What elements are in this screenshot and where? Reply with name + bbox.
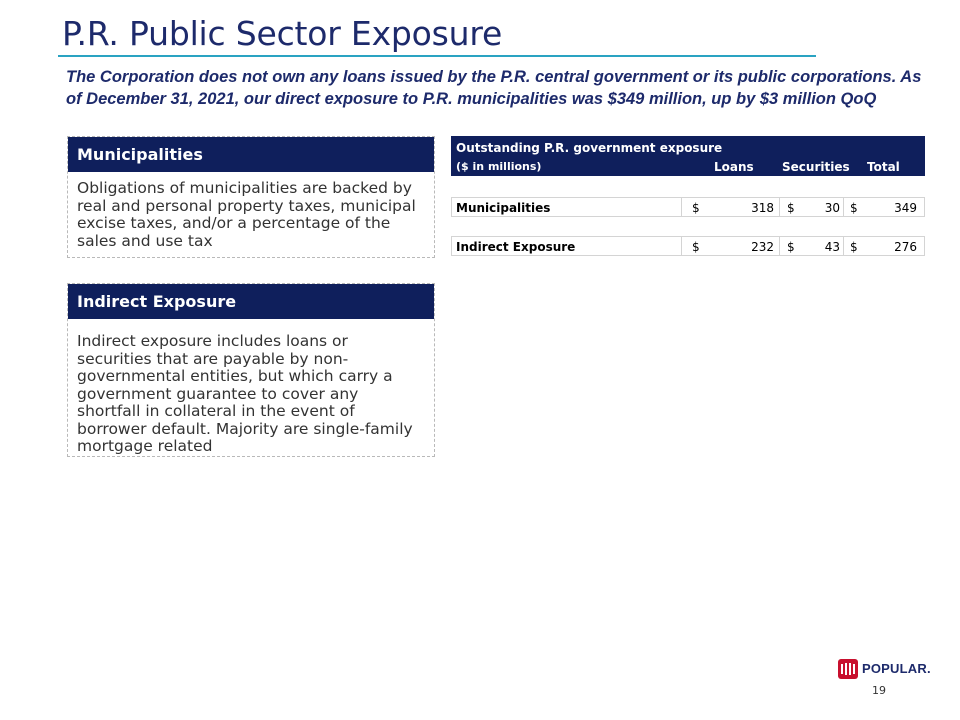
popular-logo-icon [838,659,858,679]
exposure-table-units: ($ in millions) [456,160,542,173]
row-label: Municipalities [456,201,551,215]
page-subtitle: The Corporation does not own any loans issued by the P.R. central government or its public corporations. As of December 31, 2021, our direct exposure to P.R. municipalities was $349 million, up by $3 million QoQ [66,68,922,108]
cell-divider [843,237,844,255]
indirect-exposure-card-body: Indirect exposure includes loans or securities that are payable by non-governmental entities, but which carry a government guarantee to cover any shortfall in collateral in the event of borrower default. Majority are single-family mortgage related [77,332,413,455]
loans-value: 318 [751,201,774,215]
municipalities-card [67,136,435,258]
cell-divider [779,237,780,255]
column-header-securities: Securities [782,160,850,174]
page-number: 19 [872,684,886,697]
popular-logo-wordmark: POPULAR. [862,661,931,676]
securities-value: 43 [824,240,840,254]
indirect-exposure-card-heading: Indirect Exposure [68,284,434,319]
municipalities-card-heading: Municipalities [68,137,434,172]
municipalities-card-body: Obligations of municipalities are backed by real and personal property taxes, municipal excise taxes, and/or a percentage of the sales and use tax [77,179,416,250]
currency-symbol: $ [692,240,700,254]
table-row [451,236,925,256]
total-value: 349 [894,201,917,215]
cell-divider [779,198,780,216]
currency-symbol: $ [692,201,700,215]
currency-symbol: $ [787,201,795,215]
exposure-table-title: Outstanding P.R. government exposure [456,141,723,155]
column-header-loans: Loans [714,160,754,174]
page-title: P.R. Public Sector Exposure [62,14,503,53]
exposure-table-header [451,136,925,176]
total-value: 276 [894,240,917,254]
currency-symbol: $ [850,201,858,215]
cell-divider [681,237,682,255]
loans-value: 232 [751,240,774,254]
table-row [451,197,925,217]
currency-symbol: $ [787,240,795,254]
row-label: Indirect Exposure [456,240,576,254]
cell-divider [681,198,682,216]
title-underline [58,55,816,57]
indirect-exposure-card [67,283,435,457]
cell-divider [843,198,844,216]
column-header-total: Total [867,160,900,174]
securities-value: 30 [824,201,840,215]
currency-symbol: $ [850,240,858,254]
exposure-table [451,136,925,254]
